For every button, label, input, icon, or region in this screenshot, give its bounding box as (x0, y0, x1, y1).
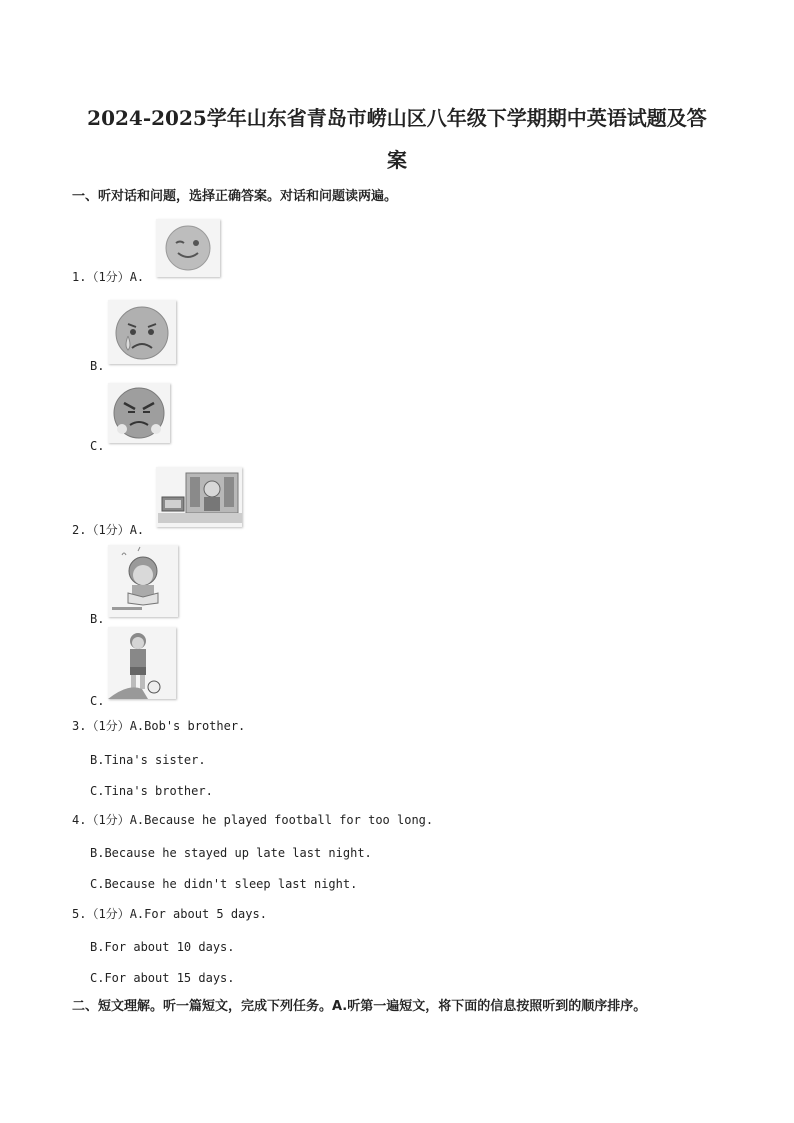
question-2-option-b (90, 613, 104, 625)
question-1 (72, 271, 144, 283)
question-5-option-c (90, 972, 235, 984)
playing-football-picture (108, 627, 176, 699)
question-number: 2. (72, 523, 87, 537)
option-text: For about 5 days. (144, 907, 267, 921)
question-1-option-b (90, 360, 104, 372)
option-label: B. (90, 612, 105, 626)
angry-face-icon (108, 383, 170, 443)
page-title-continuation: 案 (387, 148, 407, 172)
watching-tv-icon (156, 467, 242, 527)
crying-face-icon (108, 300, 176, 364)
question-number: 3. (72, 719, 87, 733)
question-score: （1分） (86, 907, 130, 921)
question-score: （1分） (86, 719, 130, 733)
option-label: A. (129, 270, 145, 284)
option-label: B. (90, 359, 105, 373)
option-label: C. (90, 971, 105, 985)
question-5 (72, 908, 267, 920)
option-text: Because he played football for too long. (144, 813, 434, 827)
option-label: C. (90, 439, 105, 453)
section-2-heading: 二、短文理解。听一篇短文，完成下列任务。A.听第一遍短文，将下面的信息按照听到的顺序排序。 (72, 999, 647, 1014)
question-1-option-c (90, 440, 104, 452)
question-4-option-c (90, 878, 357, 890)
question-score: （1分） (86, 270, 130, 284)
question-3 (72, 720, 245, 732)
watching-tv-picture (156, 467, 242, 527)
question-2-option-c (90, 695, 104, 707)
reading-book-picture (108, 545, 178, 617)
reading-book-icon (108, 545, 178, 617)
option-label: C. (90, 694, 105, 708)
option-label: B. (90, 846, 105, 860)
option-text: Because he stayed up late last night. (104, 846, 372, 860)
option-label: A. (129, 523, 145, 537)
option-text: Because he didn't sleep last night. (104, 877, 358, 891)
option-text: Tina's brother. (104, 784, 213, 798)
option-label: A. (129, 813, 145, 827)
crying-face-picture (108, 300, 176, 364)
option-text: Tina's sister. (104, 753, 206, 767)
option-text: For about 10 days. (104, 940, 235, 954)
winking-face-picture (156, 219, 220, 277)
question-5-option-b (90, 941, 235, 953)
question-3-option-c (90, 785, 213, 797)
playing-football-icon (108, 627, 176, 699)
question-score: （1分） (86, 813, 130, 827)
option-label: C. (90, 877, 105, 891)
question-number: 5. (72, 907, 87, 921)
question-score: （1分） (86, 523, 130, 537)
page-title: 2024-2025学年山东省青岛市崂山区八年级下学期期中英语试题及答 (87, 106, 707, 130)
question-3-option-b (90, 754, 206, 766)
question-4-option-b (90, 847, 372, 859)
option-label: C. (90, 784, 105, 798)
option-label: B. (90, 940, 105, 954)
winking-face-icon (156, 219, 220, 277)
question-2 (72, 524, 144, 536)
section-1-heading: 一、听对话和问题，选择正确答案。对话和问题读两遍。 (72, 189, 398, 204)
option-label: A. (129, 907, 145, 921)
question-number: 4. (72, 813, 87, 827)
option-label: B. (90, 753, 105, 767)
option-text: For about 15 days. (104, 971, 235, 985)
option-text: Bob's brother. (144, 719, 246, 733)
question-number: 1. (72, 270, 87, 284)
question-4 (72, 814, 433, 826)
option-label: A. (129, 719, 145, 733)
angry-face-picture (108, 383, 170, 443)
